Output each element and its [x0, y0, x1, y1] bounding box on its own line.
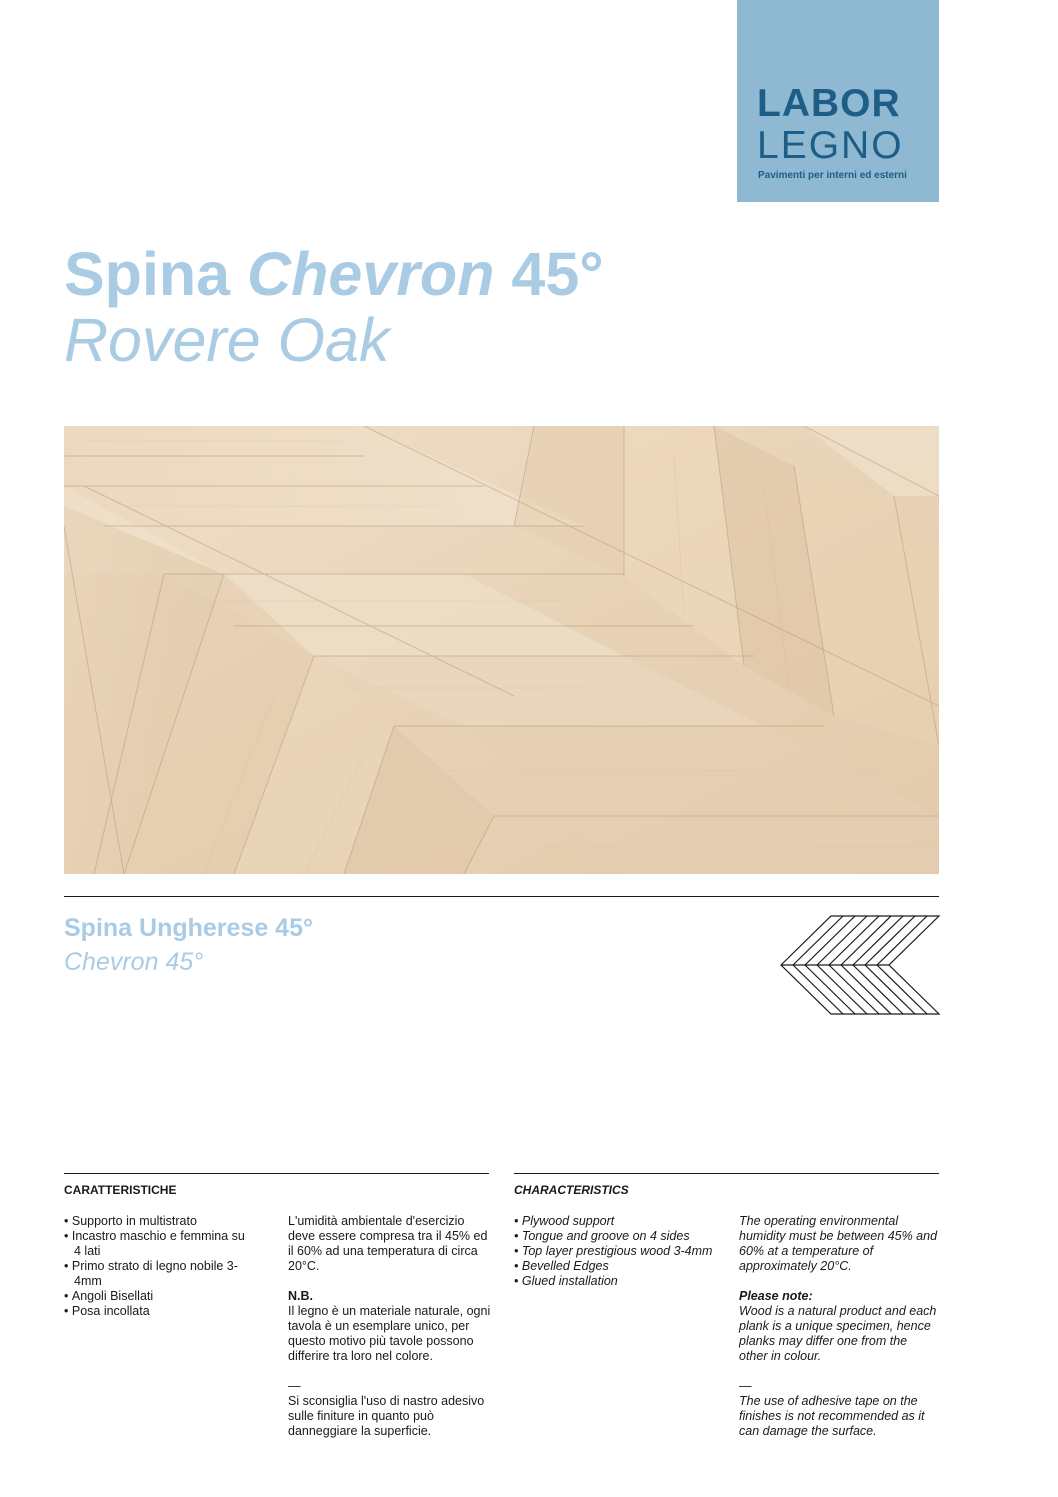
italian-humidity-text: L'umidità ambientale d'esercizio deve essere compresa tra il 45% ed il 60% ad una temperatura di circa 20°C.: [288, 1214, 488, 1273]
english-section-rule: [514, 1173, 939, 1174]
english-feature-list: [514, 1214, 714, 1289]
italian-tape-text: Si sconsiglia l'uso di nastro adesivo sulle finiture in quanto può danneggiare la superficie.: [288, 1394, 485, 1438]
italian-dash: —: [288, 1379, 301, 1393]
italian-heading: CARATTERISTICHE: [64, 1183, 177, 1197]
english-note-label: Please note:: [739, 1289, 813, 1303]
list-item: • Bevelled Edges: [514, 1259, 714, 1274]
list-item: • Posa incollata: [64, 1304, 254, 1319]
pattern-name-en: Chevron 45°: [64, 948, 204, 976]
italian-note-label: N.B.: [288, 1289, 313, 1303]
list-item: • Glued installation: [514, 1274, 714, 1289]
title-part-3: 45°: [494, 240, 604, 308]
list-item: • Tongue and groove on 4 sides: [514, 1229, 714, 1244]
italian-feature-list: [64, 1214, 254, 1319]
title-part-1: Spina: [64, 240, 248, 308]
english-tape-text: The use of adhesive tape on the finishes is not recommended as it can damage the surface.: [739, 1394, 925, 1438]
chevron-pattern-icon: [779, 914, 941, 1016]
list-item: • Top layer prestigious wood 3-4mm: [514, 1244, 714, 1259]
product-photo: [64, 426, 939, 874]
list-item: • Primo strato di legno nobile 3-4mm: [64, 1259, 254, 1289]
list-item: • Plywood support: [514, 1214, 714, 1229]
english-heading: CHARACTERISTICS: [514, 1183, 629, 1197]
english-humidity-text: The operating environmental humidity must be between 45% and 60% at a temperature of approximately 20°C.: [739, 1214, 938, 1273]
italian-note-text: Il legno è un materiale naturale, ogni tavola è un esemplare unico, per questo motivo più tavole possono differire tra loro nel colore.: [288, 1304, 491, 1363]
list-item: • Supporto in multistrato: [64, 1214, 254, 1229]
divider-rule: [64, 896, 939, 897]
italian-section-rule: [64, 1173, 489, 1174]
page-title: [64, 240, 604, 308]
logo-legno-text: LEGNO: [757, 124, 904, 167]
list-item: • Incastro maschio e femmina su 4 lati: [64, 1229, 254, 1259]
page-subtitle: Rovere Oak: [64, 306, 390, 374]
pattern-name: Spina Ungherese 45°: [64, 914, 313, 942]
english-note-text: Wood is a natural product and each plank is a unique specimen, hence planks may differ one from the other in colour.: [739, 1304, 937, 1363]
title-part-2: Chevron: [247, 240, 495, 308]
english-dash: —: [739, 1379, 752, 1393]
brand-logo: [737, 0, 939, 202]
logo-labor-text: LABOR: [757, 82, 901, 125]
logo-tagline: Pavimenti per interni ed esterni: [758, 170, 907, 181]
list-item: • Angoli Bisellati: [64, 1289, 254, 1304]
